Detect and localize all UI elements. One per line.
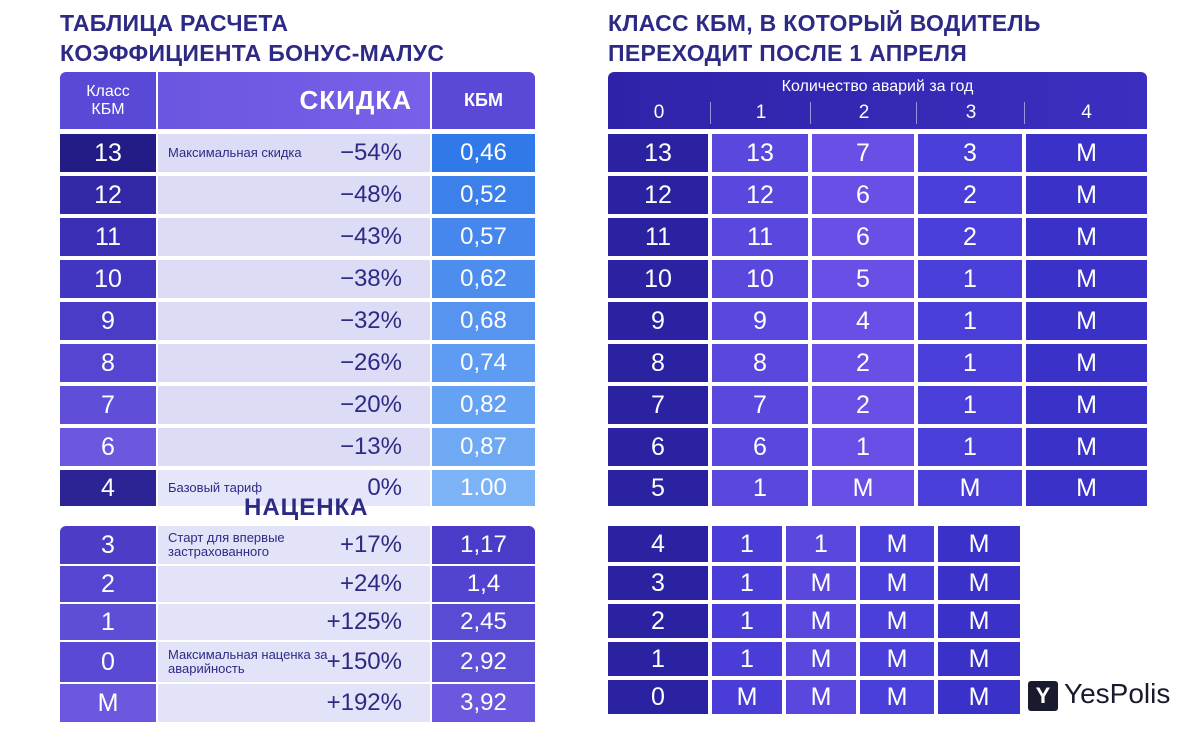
transition-cell: М — [938, 680, 1020, 714]
transition-cell: 1 — [918, 260, 1022, 298]
transition-cell: 7 — [712, 386, 808, 424]
yespolis-logo-icon: Y — [1028, 681, 1058, 711]
discount-percent: −54% — [339, 139, 402, 166]
class-cell: 9 — [60, 302, 156, 340]
markup-cell — [158, 684, 430, 722]
discount-cell — [158, 218, 430, 256]
transition-cell: М — [938, 642, 1020, 676]
right-title — [608, 8, 1041, 68]
transition-cell: М — [1026, 428, 1147, 466]
kbm-cell: 0,46 — [432, 134, 535, 172]
kbm-cell: 2,45 — [432, 604, 535, 640]
transition-cell: М — [860, 566, 934, 600]
left-title-line-1: ТАБЛИЦА РАСЧЕТА — [60, 10, 289, 36]
kbm-cell: 0,62 — [432, 260, 535, 298]
transition-cell: М — [812, 470, 914, 506]
class-cell: 7 — [60, 386, 156, 424]
transition-cell: 1 — [712, 470, 808, 506]
discount-percent: −48% — [339, 181, 402, 208]
transition-cell: М — [1026, 470, 1147, 506]
header-kbm: КБМ — [432, 72, 535, 129]
discount-row — [60, 218, 535, 256]
accidents-label: Количество аварий за год — [781, 78, 974, 95]
transition-cell: М — [786, 604, 856, 638]
transition-cell: М — [918, 470, 1022, 506]
markup-note: Максимальная наценка за аварийность — [168, 647, 328, 676]
accidents-count-header: 4 — [1081, 102, 1092, 123]
transition-cell: 1 — [918, 302, 1022, 340]
discount-percent: −26% — [339, 349, 402, 376]
discount-cell — [158, 176, 430, 214]
accidents-count-header: 1 — [755, 102, 767, 123]
discount-cell — [158, 134, 430, 172]
transition-cell: 6 — [608, 428, 708, 466]
discount-percent: −20% — [339, 391, 402, 418]
markup-cell — [158, 566, 430, 602]
transition-cell: 7 — [812, 134, 914, 172]
right-title-line-2: ПЕРЕХОДИТ ПОСЛЕ 1 АПРЕЛЯ — [608, 40, 968, 66]
transition-cell: М — [1026, 260, 1147, 298]
transition-cell: 1 — [786, 526, 856, 562]
kbm-cell: 0,87 — [432, 428, 535, 466]
class-cell: 2 — [60, 566, 156, 602]
transition-cell: М — [1026, 386, 1147, 424]
accidents-count-header: 0 — [653, 102, 665, 123]
transition-cell: 12 — [608, 176, 708, 214]
transition-cell: М — [938, 526, 1020, 562]
transition-cell: М — [860, 526, 934, 562]
transition-cell: 4 — [812, 302, 914, 340]
transition-cell: М — [1026, 302, 1147, 340]
transition-cell: 6 — [812, 218, 914, 256]
right-title-line-1: КЛАСС КБМ, В КОТОРЫЙ ВОДИТЕЛЬ — [608, 10, 1041, 36]
transition-cell: 3 — [918, 134, 1022, 172]
transition-cell: 3 — [608, 566, 708, 600]
kbm-cell: 3,92 — [432, 684, 535, 722]
kbm-cell: 0,74 — [432, 344, 535, 382]
transition-cell: 10 — [608, 260, 708, 298]
kbm-cell: 0,52 — [432, 176, 535, 214]
class-cell: 0 — [60, 642, 156, 682]
markup-row — [60, 642, 535, 682]
markup-row — [60, 526, 535, 564]
class-cell: 1 — [60, 604, 156, 640]
accidents-count-header: 3 — [965, 102, 977, 123]
transition-cell: 2 — [608, 604, 708, 638]
markup-row — [60, 604, 535, 640]
transition-cell: 1 — [918, 428, 1022, 466]
transition-cell: М — [1026, 344, 1147, 382]
markup-percent: +150% — [326, 648, 402, 675]
markup-percent: +125% — [326, 608, 402, 635]
left-title — [60, 8, 444, 68]
class-cell: 11 — [60, 218, 156, 256]
transition-cell: М — [860, 642, 934, 676]
header-class-line-2: КБМ — [91, 100, 125, 118]
class-cell: 8 — [60, 344, 156, 382]
discount-row — [60, 302, 535, 340]
left-title-line-2: КОЭФФИЦИЕНТА БОНУС-МАЛУС — [60, 40, 445, 66]
transition-cell: 2 — [812, 386, 914, 424]
transition-cell: М — [786, 680, 856, 714]
header-class-kbm — [60, 72, 156, 129]
transition-cell: 2 — [918, 218, 1022, 256]
markup-row — [60, 566, 535, 602]
class-cell: М — [60, 684, 156, 722]
accidents-count-header: 2 — [858, 102, 870, 123]
transition-cell: М — [786, 566, 856, 600]
discount-percent: −43% — [339, 223, 402, 250]
discount-percent: −32% — [339, 307, 402, 334]
transition-cell: М — [1026, 176, 1147, 214]
discount-note: Максимальная скидка — [168, 145, 302, 160]
discount-cell — [158, 260, 430, 298]
markup-note: Старт для впервые застрахованного — [168, 530, 285, 559]
kbm-cell: 0,57 — [432, 218, 535, 256]
discount-row — [60, 344, 535, 382]
markup-percent: +24% — [339, 570, 402, 597]
transition-cell: 1 — [712, 566, 782, 600]
header-discount: СКИДКА — [158, 72, 430, 129]
discount-percent: 0% — [367, 474, 402, 501]
yespolis-logo-text: YesPolis — [1064, 678, 1171, 709]
discount-percent: −38% — [339, 265, 402, 292]
class-cell: 10 — [60, 260, 156, 298]
markup-cell — [158, 604, 430, 640]
transition-cell: 9 — [712, 302, 808, 340]
transition-cell: 2 — [812, 344, 914, 382]
transition-cell: 1 — [712, 526, 782, 562]
transition-cell: М — [938, 566, 1020, 600]
markup-cell — [158, 526, 430, 564]
transition-cell: 0 — [608, 680, 708, 714]
transition-cell: 11 — [608, 218, 708, 256]
transition-cell: 13 — [712, 134, 808, 172]
discount-row — [60, 386, 535, 424]
transition-cell: 8 — [712, 344, 808, 382]
class-cell: 6 — [60, 428, 156, 466]
class-cell: 12 — [60, 176, 156, 214]
transition-cell: 5 — [812, 260, 914, 298]
transition-cell: 9 — [608, 302, 708, 340]
header-separator — [916, 102, 917, 124]
kbm-cell: 1.00 — [432, 470, 535, 506]
kbm-cell: 0,68 — [432, 302, 535, 340]
transition-cell: М — [712, 680, 782, 714]
transition-cell: 1 — [812, 428, 914, 466]
transition-cell: 6 — [812, 176, 914, 214]
discount-cell — [158, 428, 430, 466]
transition-cell: М — [860, 604, 934, 638]
transition-cell: 7 — [608, 386, 708, 424]
transition-cell: М — [860, 680, 934, 714]
header-separator — [810, 102, 811, 124]
kbm-cell: 1,17 — [432, 526, 535, 564]
markup-row — [60, 684, 535, 722]
transition-cell: 4 — [608, 526, 708, 562]
markup-percent: +17% — [339, 531, 402, 558]
transition-cell: 6 — [712, 428, 808, 466]
header-separator — [710, 102, 711, 124]
transition-cell: М — [938, 604, 1020, 638]
discount-cell — [158, 386, 430, 424]
class-cell: 4 — [60, 470, 156, 506]
transition-cell: М — [786, 642, 856, 676]
markup-title: НАЦЕНКА — [244, 494, 369, 521]
header-class-line-1: Класс — [86, 82, 130, 100]
markup-cell — [158, 642, 430, 682]
discount-row — [60, 428, 535, 466]
transition-cell: М — [1026, 218, 1147, 256]
markup-percent: +192% — [326, 689, 402, 716]
discount-cell — [158, 302, 430, 340]
discount-note: Базовый тариф — [168, 480, 263, 495]
transition-cell: М — [1026, 134, 1147, 172]
transition-cell: 2 — [918, 176, 1022, 214]
discount-cell — [158, 344, 430, 382]
transition-cell: 12 — [712, 176, 808, 214]
transition-cell: 13 — [608, 134, 708, 172]
transition-cell: 11 — [712, 218, 808, 256]
transition-cell: 1 — [918, 386, 1022, 424]
class-cell: 13 — [60, 134, 156, 172]
discount-row — [60, 260, 535, 298]
class-cell: 3 — [60, 526, 156, 564]
transition-cell: 1 — [918, 344, 1022, 382]
header-separator — [1024, 102, 1025, 124]
transition-cell: 8 — [608, 344, 708, 382]
transition-cell: 5 — [608, 470, 708, 506]
kbm-cell: 1,4 — [432, 566, 535, 602]
transition-cell: 1 — [712, 604, 782, 638]
discount-row — [60, 176, 535, 214]
transition-cell: 1 — [608, 642, 708, 676]
discount-row — [60, 134, 535, 172]
kbm-cell: 2,92 — [432, 642, 535, 682]
discount-percent: −13% — [339, 433, 402, 460]
accidents-header — [608, 72, 1147, 129]
kbm-cell: 0,82 — [432, 386, 535, 424]
transition-cell: 1 — [712, 642, 782, 676]
transition-cell: 10 — [712, 260, 808, 298]
